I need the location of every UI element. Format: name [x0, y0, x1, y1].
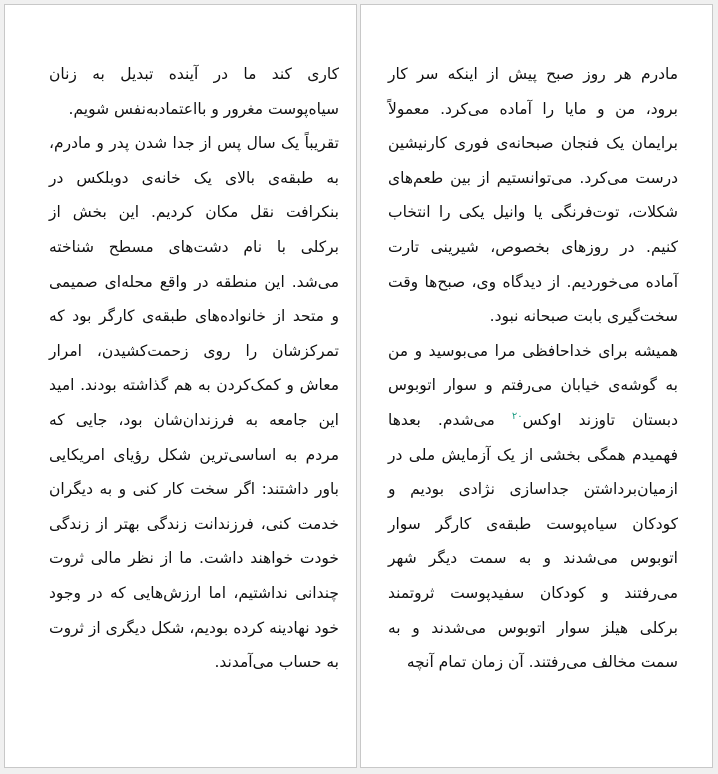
paragraph	[388, 334, 678, 680]
paragraph-text: همیشه برای خداحافظی مرا می‌بوسید و من به گوشه‌ی خیابان می‌رفتم و سوار اتوبوس دبستان تاوزند اوکس	[388, 341, 678, 429]
left-page-text	[49, 57, 339, 680]
paragraph: مادرم هر روز صبح پیش از اینکه سر کار برود، من و مایا را آماده می‌کرد. معمولاً برایمان یک فنجان صبحانه‌ی فوری کارنیشین درست می‌کرد. می‌توانستیم از بین طعم‌های شکلات، توت‌فرنگی یا وانیل یکی را انتخاب کنیم. در روزهای بخصوص، شیرینی تارت آماده می‌خوردیم. از دیدگاه وی، صبح‌ها وقت سخت‌گیری بابت صبحانه نبود.	[388, 65, 678, 326]
paragraph-text: می‌شدم. بعدها فهمیدم همگی بخشی از یک آزمایش ملی در ازمیان‌برداشتن جداسازی نژادی بودیم و کودکان سیاه‌پوست طبقه‌ی کارگر سوار اتوبوس می‌شدند و به سمت دیگر شهر می‌رفتند و کودکان سفیدپوست ثروتمند برکلی هیلز سوار اتوبوس می‌شدند و به سمت مخالف می‌رفتند. آن زمان تمام آنچه	[388, 410, 678, 672]
paragraph: تقریباً یک سال پس از جدا شدن پدر و مادرم، به طبقه‌ی بالای یک خانه‌ی دوبلکس در بنکرافت نقل مکان کردیم. این بخش از برکلی با نام دشت‌های مسطح شناخته می‌شد. این منطقه در واقع محله‌ای صمیمی و متحد از خانواده‌های طبقه‌ی کارگر بود که تمرکزشان را روی زحمت‌کشیدن، امرار معاش و کمک‌کردن به هم گذاشته بودند. امید این جامعه به فرزندان‌شان بود، جایی که مردم به اساسی‌ترین شکل رؤیای امریکایی باور داشتند: اگر سخت کار کنی و به دیگران خدمت کنی، فرزندانت زندگی بهتر از زندگی خودت خواهند داشت. ما از نظر مالی ثروت چندانی نداشتیم، اما ارزش‌هایی که در وجود خود نهادینه کرده بودیم، شکل دیگری از ثروت به حساب می‌آمدند.	[49, 134, 339, 672]
footnote-link[interactable]: ۲۰	[511, 410, 523, 422]
right-page-text	[388, 57, 678, 680]
paragraph: کاری کند ما در آینده تبدیل به زنان سیاه‌پوست مغرور و بااعتمادبه‌نفس شویم.	[49, 65, 339, 118]
left-page	[4, 4, 357, 768]
right-page	[360, 4, 713, 768]
